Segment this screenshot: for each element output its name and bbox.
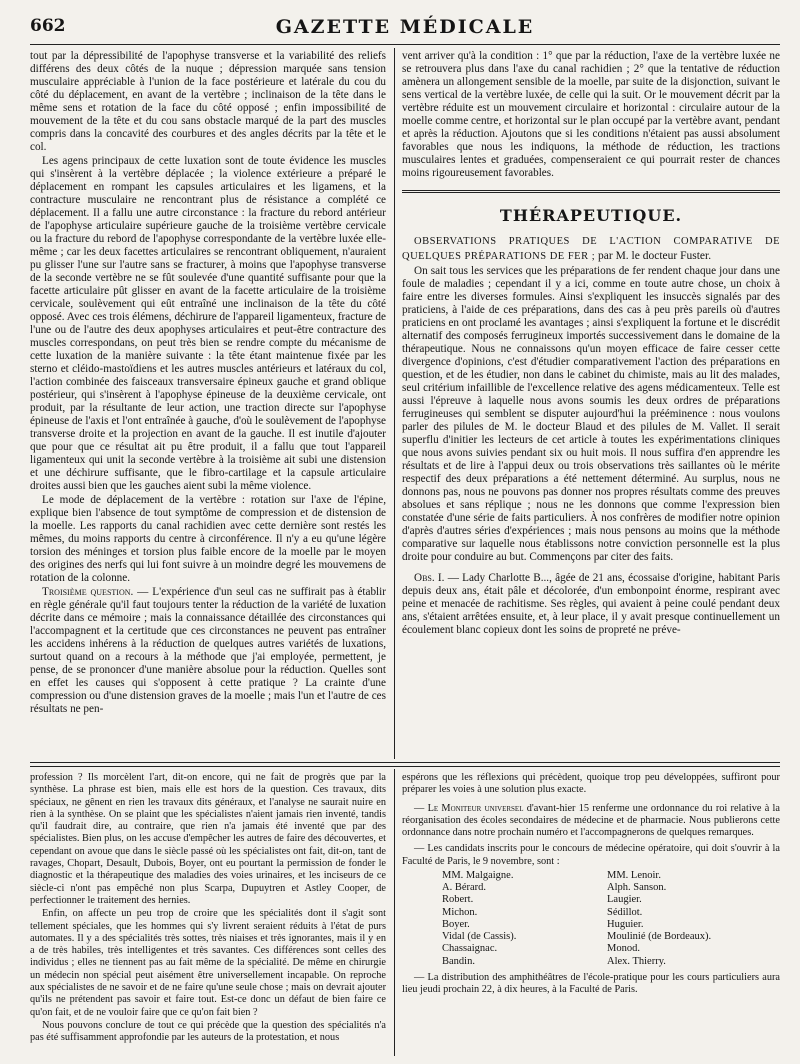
paragraph: On sait tous les services que les préparations de fer rendent chaque jour dans une foule de maladies ; cependant il y a ici, comme en toute autre chose, un choix à faire entre les diverses formules. Ainsi s'expliquent les insuccès signalés par des praticiens, à l'aide de ces préparations, dans des cas à peu près pareils où d'autres praticiens en ont proclamé les avantages ; ainsi s'expliquent la fortune et le discrédit alternatif des composés ferrugineux importés successivement dans le domaine de la thérapeutique. Nous ne connaissons qu'un moyen efficace de faire cesser cette divergence d'opinions, c'est d'étudier comparativement l'action des préparations en question, et de les étudier, non dans le cabinet du chimiste, mais au lit des malades, seul critérium infaillible de l'excellence relative des agens médicamenteux. Telle est aussi l'épreuve à laquelle nous avons soumis les deux ordres de préparations ferrugineuses qui semblent se disputer aujourd'hui la prééminence : nous voulons parler des pilules de M. le docteur Blaud et des pilules de M. Vallet. Il serait superflu d'initier les lecteurs de cet article à toutes les expérimentations cliniques que nous avons suivies pendant six ou huit mois. Il nous suffira d'en apprendre les résultats et de lire à l'appui deux ou trois observations très saillantes où le mérite respectif des deux préparations a été nettement déterminé. Au surplus, nous ne donnons pas, nous ne pouvons pas donner nos propres résultats comme des preuves absolues et sans réplique ; nous ne les donnons que comme l'expression bien constatée d'une série de faits particuliers. À nos confrères de modifier notre opinion d'après d'autres séries d'expériences ; mais nous pensons au moins que la méthode comparative sur laquelle nous établissons notre conviction personnelle est la plus droite pour conduire au but. Commençons par citer des faits. xyxy=(402,265,780,563)
page-number: 662 xyxy=(30,16,66,36)
candidate-name: Robert. xyxy=(442,894,474,906)
masthead-title: GAZETTE MÉDICALE xyxy=(275,16,535,38)
candidate-name: MM. Malgaigne. xyxy=(442,870,514,882)
candidate-name: Laugier. xyxy=(607,894,642,906)
candidate-name: Bandin. xyxy=(442,955,475,967)
news-item: — Le Moniteur universel d'avant-hier 15 renferme une ordonnance du roi relative à la réorganisation des écoles secondaires de médecine et de pharmacie. Nous publierons cette ordonnance dans notre prochain numéro et l'accompagnerons de quelques remarques. xyxy=(402,802,780,839)
upper-right-column xyxy=(402,50,780,758)
lower-column-divider xyxy=(394,769,395,1056)
candidate-name: Michon. xyxy=(442,906,478,918)
newspaper-name: Le Moniteur universel xyxy=(427,802,524,814)
header-rule xyxy=(30,44,780,45)
middle-rule-2 xyxy=(30,766,780,767)
middle-rule xyxy=(30,762,780,763)
candidate-list xyxy=(442,870,780,968)
candidate-name: Sédillot. xyxy=(607,906,643,918)
paragraph: espérons que les réflexions qui précèdent, quoique trop peu développées, suffiront pour préparer les voies à une solution plus exacte. xyxy=(402,772,780,796)
paragraph: profession ? Ils morcèlent l'art, dit-on encore, qui ne fait de progrès que par la synthèse. La phrase est bien, mais elle est hors de la question. Ces travaux, dits spéciaux, ne gênent en rien les travaux dits généraux, et l'analyse ne saurait nuire en rien à la synthèse. On se plaint que les spécialistes n'aient jamais rien inventé, tandis qu'il faudrait dire, au contraire, que rien n'a jamais été inventé que par des spécialistes. Bien plus, on les accuse d'empêcher les autres de faire des découvertes, et cependant on avoue que dans le siècle passé où les spécialistes ont fait, dit-on, tant de ravages, Chopart, Desault, Dubois, Boyer, ont eu pourtant la permission de fonder le diagnostic et la thérapeutique des maladies des voies urinaires, et les inciseurs de ce siècle-ci n'ont pas empêché non plus Scarpa, Dupuytren et Astley Cooper, de perfectionner le traitement des hernies. xyxy=(30,772,386,906)
candidate-name: Boyer. xyxy=(442,918,470,930)
candidate-name: Chassaignac. xyxy=(442,943,498,955)
candidate-name: Vidal (de Cassis). xyxy=(442,931,517,943)
candidate-column-left xyxy=(442,870,607,968)
lower-left-column xyxy=(30,772,386,1058)
paragraph: tout par la dépressibilité de l'apophyse transverse et la variabilité des reliefs différens des deux côtés de la nuque ; dépression marquée sans tension musculaire appréciable à l'union de la face postérieure et latérale du cou du côté du déplacement, en avant de la vertèbre ; inclinaison de la tête dans le même sens et rotation de la face du côté opposé ; enfin impossibilité de mouvement de la tête et du cou sans obstacle marqué de la part des muscles compris dans la concavité des courbures et des angles décrits par la tête et le col. xyxy=(30,50,386,153)
news-item: — Les candidats inscrits pour le concours de médecine opératoire, qui doit s'ouvrir à la Faculté de Paris, le 9 novembre, sont : xyxy=(402,843,780,867)
paragraph: Le mode de déplacement de la vertèbre : rotation sur l'axe de l'épine, explique bien l'absence de tout symptôme de compression et de distension de la moelle. Les rapports du canal rachidien avec cette dernière sont restés les mêmes, du moins rapports du centre à circonférence. Il n'y a eu qu'une légère torsion des méninges et torsion plus faible encore de la moelle par le moyen des origines des nerfs qui lui font suivre à un moindre degré les mouvemens de rotation de la colonne. xyxy=(30,494,386,584)
paragraph: Nous pouvons conclure de tout ce qui précède que la question des spécialités n'a pas été suffisamment approfondie par les auteurs de la protestation, et nous xyxy=(30,1019,386,1044)
upper-column-divider xyxy=(394,48,395,759)
paragraph: Les agens principaux de cette luxation sont de toute évidence les muscles qui s'insèrent à la vertèbre déplacée ; la violence extérieure a préparé le déplacement en rompant les capsules articulaires et les ligamens, et la contracture musculaire ne rencontrant plus de résistance a complété ce déplacement. Il a fallu une autre circonstance : la fracture du rebord antérieur de l'apophyse articulaire supérieure gauche de la troisième vertèbre cervicale ou la fracture du rebord de l'apophyse correspondante de la vertèbre luxée elle-même ; car les deux facettes articulaires se rencontrant obliquement, n'auraient pu glisser l'une sur l'autre sans se fracturer, à moins que l'apophyse transverse de la seconde vertèbre ne se fût soulevée d'une quantité suffisante pour que la facette articulaire pût glisser en avant de la facette articulaire de la troisième cervicale, soulèvement qui eût entraîné une inclinaison de la tête du côté opposé. Avec ces trois élémens, déchirure de l'appareil ligamenteux, fracture de l'une ou de l'autre des deux apophyses articulaires et peut-être contracture des muscles correspondans, on peut très bien se rendre compte du mécanisme de cette luxation de la manière suivante : la tête étant maintenue fixée par les sterno et cléido-mastoïdiens et les autres muscles antérieurs et latéraux du col, l'action combinée des faisceaux transversaire épineux gauche et grand oblique postérieur, qui s'insèrent à l'apophyse épineuse de la deuxième cervicale, ont produit, par la résultante de leur action, une traction directe sur l'apophyse épineuse de l'axis et l'ont entraînée à gauche, d'où le soulèvement de l'apophyse transverse droite et la projection en avant de la gauche. Il est inutile d'ajouter que pour que ce résultat ait pu être produit, il a fallu que tout l'appareil ligamenteux qui unit la seconde vertèbre à la troisième ait subi une distension et une déchirure suffisante, que le fibro-cartilage et la capsule articulaire droites aussi bien que les gauches aient subi la même violence. xyxy=(30,155,386,492)
news-item: — La distribution des amphithéâtres de l'école-pratique pour les cours particuliers aura lieu jeudi prochain 22, à dix heures, à la Faculté de Paris. xyxy=(402,971,780,995)
section-rule xyxy=(402,190,780,193)
candidate-name: Alex. Thierry. xyxy=(607,955,666,967)
candidate-column-right xyxy=(607,870,772,968)
lower-right-column xyxy=(402,772,780,1058)
question-text: — L'expérience d'un seul cas ne suffirait pas à établir en règle générale qu'il faut toujours tenter la réduction de la variété de luxation décrite dans ce mémoire ; mais la connaissance détaillée des circonstances qui l'accompagnent et la certitude que ces circonstances ne peuvent pas entraîner les accidens inhérens à la réduction de quelques autres variétés de luxations, surtout quand on a recours à la méthode que j'ai employée, permettent, je pense, de se prononcer d'une manière absolue pour la réduction. Quelles sont en effet les causes qui s'opposent à cette pratique ? La crainte d'une compression ou d'une distension graves de la moelle ; mais l'un et l'autre de ces résultats ne pen- xyxy=(30,586,386,715)
observation-label: Obs. I. xyxy=(414,572,445,584)
observation xyxy=(402,572,780,637)
observation-text: — Lady Charlotte B..., âgée de 21 ans, écossaise d'origine, habitant Paris depuis deux ans, était pâle et décolorée, d'un embonpoint énorme, respirant avec peine et menacée de rachitisme. Ses règles, qui avaient à peine coulé pendant deux ans, s'étaient arrêtées ensuite, et, à leur place, il y avait presque continuellement un écoulement blanc copieux dont les soins de propreté ne préve- xyxy=(402,572,780,636)
question-label: Troisième question. xyxy=(42,586,134,598)
paragraph: vent arriver qu'à la condition : 1° que par la réduction, l'axe de la vertèbre luxée ne se retrouvera plus dans l'axe du canal rachidien ; 2° que la tentative de réduction amènera un allongement sensible de la moelle, par suite de la disjonction, suivant le sens vertical de la vertèbre luxée, de celle qui la suit. Or le mouvement décrit par la vertèbre réduite est un mouvement circulaire et horizontal : circulaire autour de la moelle comme centre, et horizontal sur le plan occupé par la vertèbre avant, pendant et après la réduction. Ajoutons que si les conditions n'étaient pas aussi absolument favorables que nous les indiquons, la méthode de réduction, les tractions musculaires lentes et graduées, compenseraient ce qui pourrait rester de chances moins rigoureusement favorables. xyxy=(402,50,780,179)
candidate-name: Alph. Sanson. xyxy=(607,882,667,894)
article-title: OBSERVATIONS PRATIQUES DE L'ACTION COMPARATIVE DE QUELQUES PRÉPARATIONS DE FER ; par M. le docteur Fuster. xyxy=(402,236,780,262)
candidate-name: Monod. xyxy=(607,943,640,955)
candidate-name: Huguier. xyxy=(607,918,644,930)
page-header xyxy=(30,16,780,40)
upper-left-column xyxy=(30,50,386,758)
candidate-name: Moulinié (de Bordeaux). xyxy=(607,931,712,943)
candidate-name: A. Bérard. xyxy=(442,882,487,894)
section-title: THÉRAPEUTIQUE. xyxy=(499,206,683,225)
paragraph xyxy=(30,586,386,716)
paragraph: Enfin, on affecte un peu trop de croire que les spécialités dont il s'agit sont tellement spéciales, que les hommes qui s'y livrent seraient réduits à l'état de purs automates. Il y a des spécialités très sottes, très niaises et très ignorantes, mais il y en a de très habiles, très intelligentes et très savantes. Ces différences sont celles des individus ; elles ne tiennent pas au fait même de la spécialité. De même en chirurgie un médecin non spécial peut aisément être universellement incapable. On reproche aux spécialistes de ne savoir et de ne faire qu'une seule chose ; mais on devrait ajouter qu'ils ne prétendent pas savoir et faire tout. Est-ce donc un défaut de bien faire ce qu'on fait, et de ne vouloir faire que ce qu'on fait bien ? xyxy=(30,908,386,1018)
candidate-name: MM. Lenoir. xyxy=(607,870,661,882)
